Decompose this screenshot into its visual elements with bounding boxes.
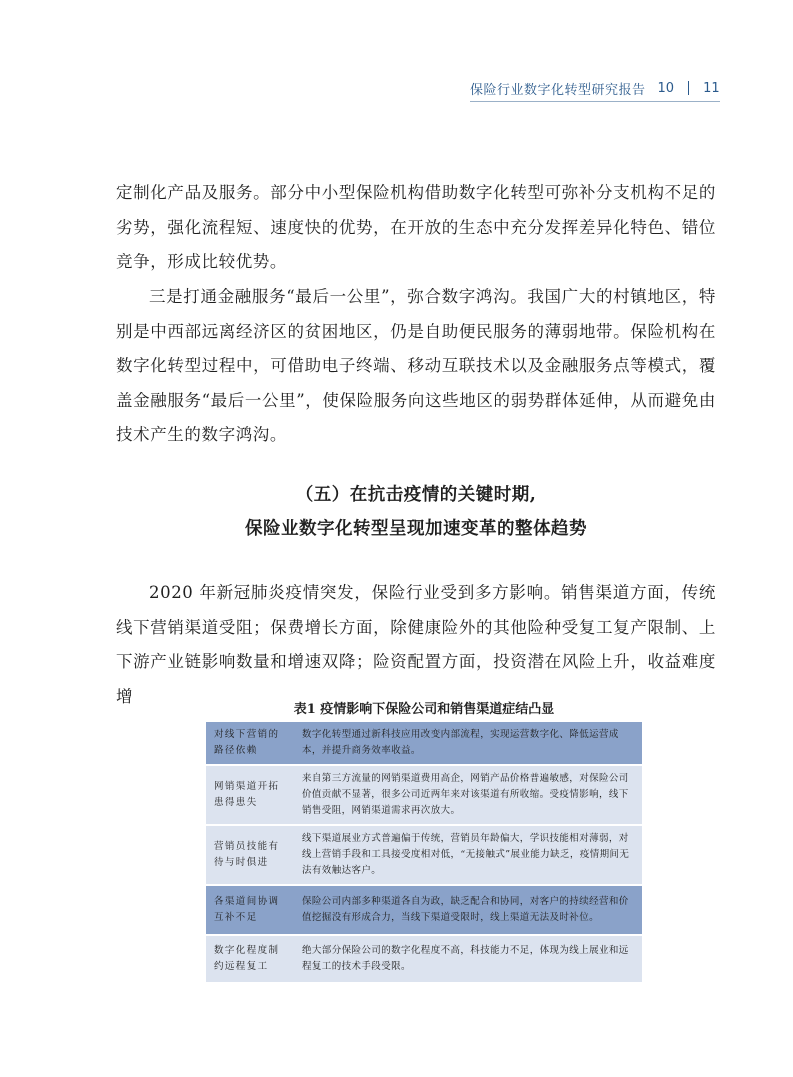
paragraph-3-text: 2020 年新冠肺炎疫情突发，保险行业受到多方影响。销售渠道方面，传统线下营销渠道受阻；保费增长方面，除健康险外的其他险种受复工复产限制、上下游产业链影响数量和增速双降；险资配置方面，投资潜在风险上升，收益难度增 <box>116 583 716 706</box>
table-row-key: 数字化程度制约远程复工 <box>206 935 294 983</box>
table-row-value: 来自第三方流量的网销渠道费用高企，网销产品价格普遍敏感，对保险公司价值贡献不显著，很多公司近两年来对该渠道有所收缩。受疫情影响，线下销售受阻，网销渠道需求再次放大。 <box>294 765 642 825</box>
table-row <box>206 885 642 935</box>
table-row-key: 网销渠道开拓患得患失 <box>206 765 294 825</box>
paragraph-2-text: 三是打通金融服务“最后一公里”，弥合数字鸿沟。我国广大的村镇地区，特别是中西部远离经济区的贫困地区，仍是自助便民服务的薄弱地带。保险机构在数字化转型过程中，可借助电子终端、移动互联技术以及金融服务点等模式，覆盖金融服务“最后一公里”，使保险服务向这些地区的弱势群体延伸，从而避免由技术产生的数字鸿沟。 <box>116 287 716 445</box>
channel-issues-table <box>206 722 642 984</box>
table-row-value: 绝大部分保险公司的数字化程度不高，科技能力不足，体现为线上展业和远程复工的技术手段受限。 <box>294 935 642 983</box>
running-header <box>470 76 720 100</box>
table-row-key: 营销员技能有待与时俱进 <box>206 825 294 885</box>
table-row-value: 保险公司内部多种渠道各自为政，缺乏配合和协同，对客户的持续经营和价值挖掘没有形成合力，当线下渠道受限时，线上渠道无法及时补位。 <box>294 885 642 935</box>
paragraph-3 <box>116 576 716 714</box>
table-row-value: 线下渠道展业方式普遍偏于传统，营销员年龄偏大，学识技能相对薄弱，对线上营销手段和工具接受度相对低，“无接触式”展业能力缺乏，疫情期间无法有效触达客户。 <box>294 825 642 885</box>
table-row <box>206 722 642 765</box>
section-heading-line-2: 保险业数字化转型呈现加速变革的整体趋势 <box>245 519 587 539</box>
table-row-key: 各渠道间协调互补不足 <box>206 885 294 935</box>
table-row <box>206 935 642 983</box>
page-numbers <box>658 81 720 96</box>
page-number-left: 10 <box>657 80 675 96</box>
page-number-right: 11 <box>703 80 720 96</box>
section-heading-line-1: （五）在抗击疫情的关键时期, <box>295 485 537 505</box>
report-title: 保险行业数字化转型研究报告 <box>470 82 646 98</box>
table-row <box>206 765 642 825</box>
table-row-value: 数字化转型通过新科技应用改变内部流程，实现运营数字化、降低运营成本，并提升商务效率收益。 <box>294 722 642 765</box>
table-caption: 表1 疫情影响下保险公司和销售渠道症结凸显 <box>293 702 555 717</box>
header-rule <box>470 101 720 102</box>
table-row-key: 对线下营销的路径依赖 <box>206 722 294 765</box>
paragraph-1-text: 定制化产品及服务。部分中小型保险机构借助数字化转型可弥补分支机构不足的劣势，强化流程短、速度快的优势，在开放的生态中充分发挥差异化特色、错位竞争，形成比较优势。 <box>116 183 716 272</box>
paragraph-1 <box>116 176 716 280</box>
page-number-divider <box>688 81 689 95</box>
table-row <box>206 825 642 885</box>
section-heading <box>116 478 716 546</box>
paragraph-2 <box>116 280 716 453</box>
